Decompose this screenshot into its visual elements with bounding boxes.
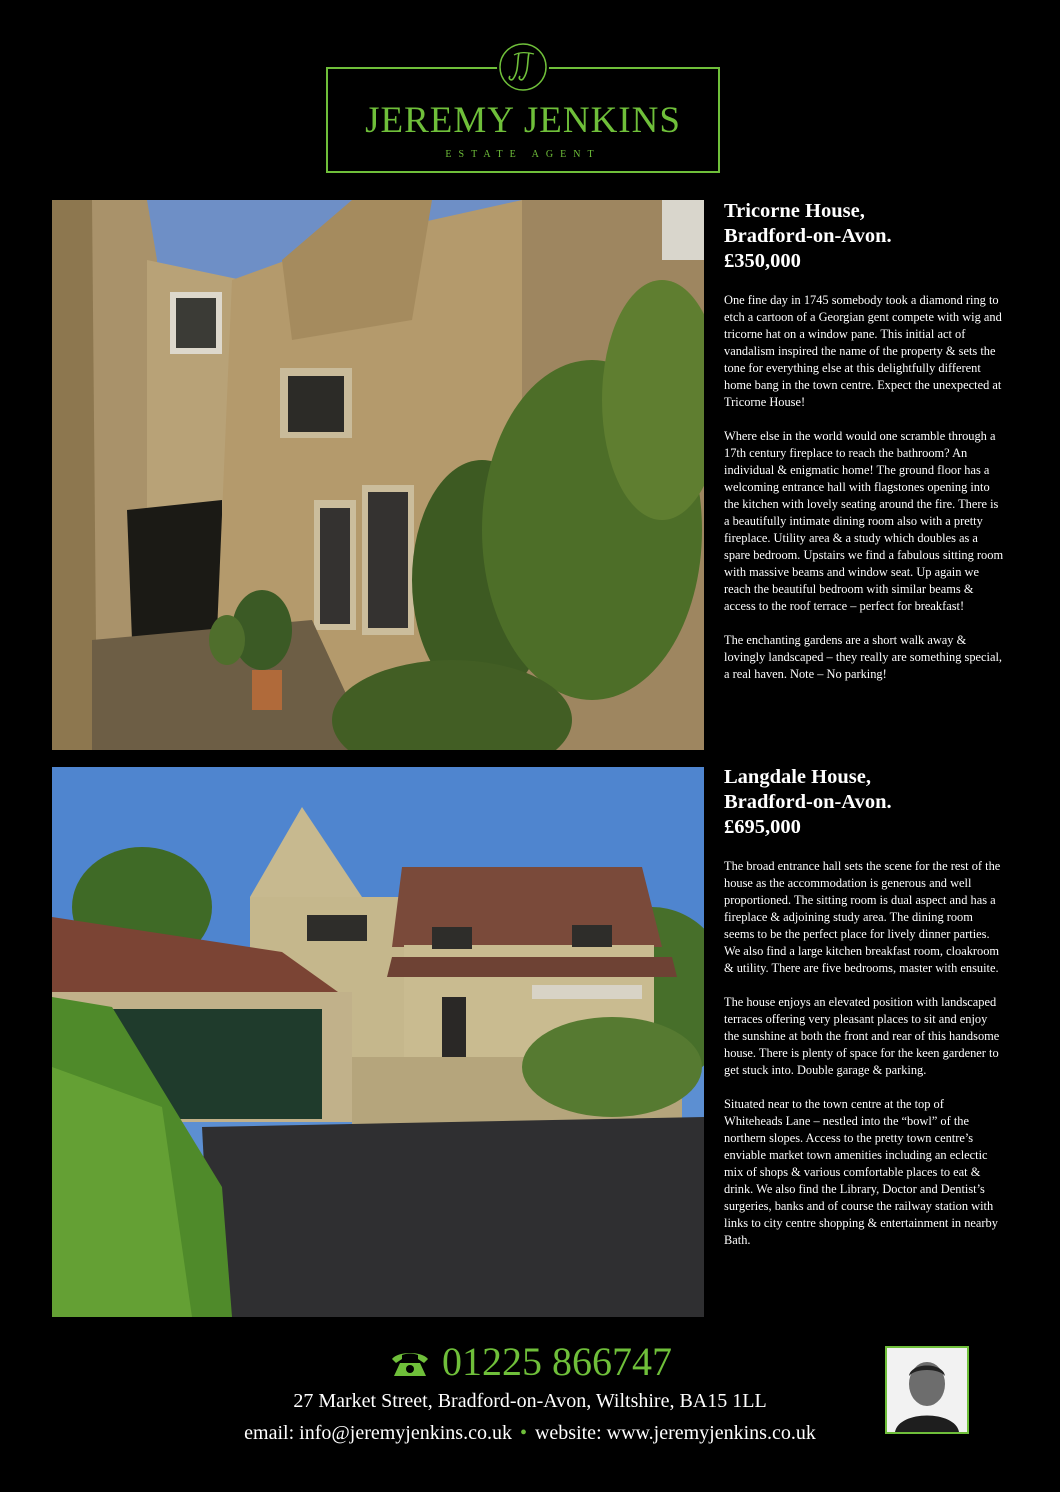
- separator-dot: •: [519, 1422, 527, 1444]
- jj-monogram-icon: [497, 41, 549, 93]
- contact-line: [150, 1422, 910, 1445]
- listing-paragraph: Where else in the world would one scramble through a 17th century fireplace to reach the bathroom? An individual & enigmatic home! The ground floor has a welcoming entrance hall with flagstones opening into the kitchen with lovely seating around the fire. There is a beautifully intimate dining room also with a pretty fireplace. Utility area & a study which doubles as a spare bedroom. Upstairs we find a fabulous sitting room with massive beams and window seat. Up again we reach the beautiful bedroom with similar beams & access to the roof terrace – perfect for breakfast!: [724, 429, 1004, 613]
- listing-name: Langdale House,: [724, 766, 871, 788]
- listing-location: Bradford-on-Avon.: [724, 791, 892, 813]
- listing-langdale-house: [724, 765, 1004, 1266]
- company-logo: [326, 67, 720, 173]
- listing-location: Bradford-on-Avon.: [724, 225, 892, 247]
- listing-title: [724, 765, 1004, 840]
- office-address: 27 Market Street, Bradford-on-Avon, Wiltshire, BA15 1LL: [293, 1390, 767, 1412]
- email-link[interactable]: email: info@jeremyjenkins.co.uk: [244, 1422, 512, 1444]
- listing-paragraph: The enchanting gardens are a short walk away & lovingly landscaped – they really are something special, a real haven. Note – No parking!: [724, 633, 1003, 681]
- phone-number-block: [340, 1338, 720, 1389]
- listing-paragraph: The house enjoys an elevated position with landscaped terraces offering very pleasant places to sit and enjoy the sunshine at both the front and rear of this handsome house. There is plenty of space for the keen gardener to get stuck into. Double garage & parking.: [724, 995, 1000, 1077]
- listing-tricorne-house: [724, 199, 1004, 700]
- telephone-icon: [388, 1342, 432, 1389]
- tricorne-house-photo: [52, 200, 704, 750]
- listing-paragraph: One fine day in 1745 somebody took a diamond ring to etch a cartoon of a Georgian gent compete with wig and tricorne hat on a window pane. This initial act of vandalism inspired the name of the property & sets the tone for everything else at this delightfully different home bang in the town centre. Expect the unexpected at Tricorne House!: [724, 293, 1002, 409]
- listing-price: £695,000: [724, 816, 801, 838]
- website-link[interactable]: website: www.jeremyjenkins.co.uk: [534, 1422, 816, 1444]
- listing-paragraph: Situated near to the town centre at the top of Whiteheads Lane – nestled into the “bowl” of the northern slopes. Access to the pretty town centre’s enviable market town amenities including an eclectic mix of shops & various comfortable places to eat & drink. We also find the Library, Doctor and Dentist’s surgeries, banks and of course the railway station with links to city centre shopping & entertainment in nearby Bath.: [724, 1097, 998, 1247]
- listing-paragraph: The broad entrance hall sets the scene for the rest of the house as the accommodation is generous and well proportioned. The sitting room is dual aspect and has a fireplace & adjoining study area. The dining room seems to be the perfect place for lively dinner parties. We also find a large kitchen breakfast room, cloakroom & utility. There are five bedrooms, master with ensuite.: [724, 859, 1001, 975]
- langdale-house-photo: [52, 767, 704, 1317]
- company-tagline: ESTATE AGENT: [445, 149, 601, 160]
- listing-name: Tricorne House,: [724, 200, 865, 222]
- agent-portrait: [885, 1346, 969, 1434]
- listing-price: £350,000: [724, 250, 801, 272]
- listing-title: [724, 199, 1004, 274]
- company-name: JEREMY JENKINS: [365, 100, 681, 141]
- phone-number[interactable]: 01225 866747: [442, 1339, 672, 1384]
